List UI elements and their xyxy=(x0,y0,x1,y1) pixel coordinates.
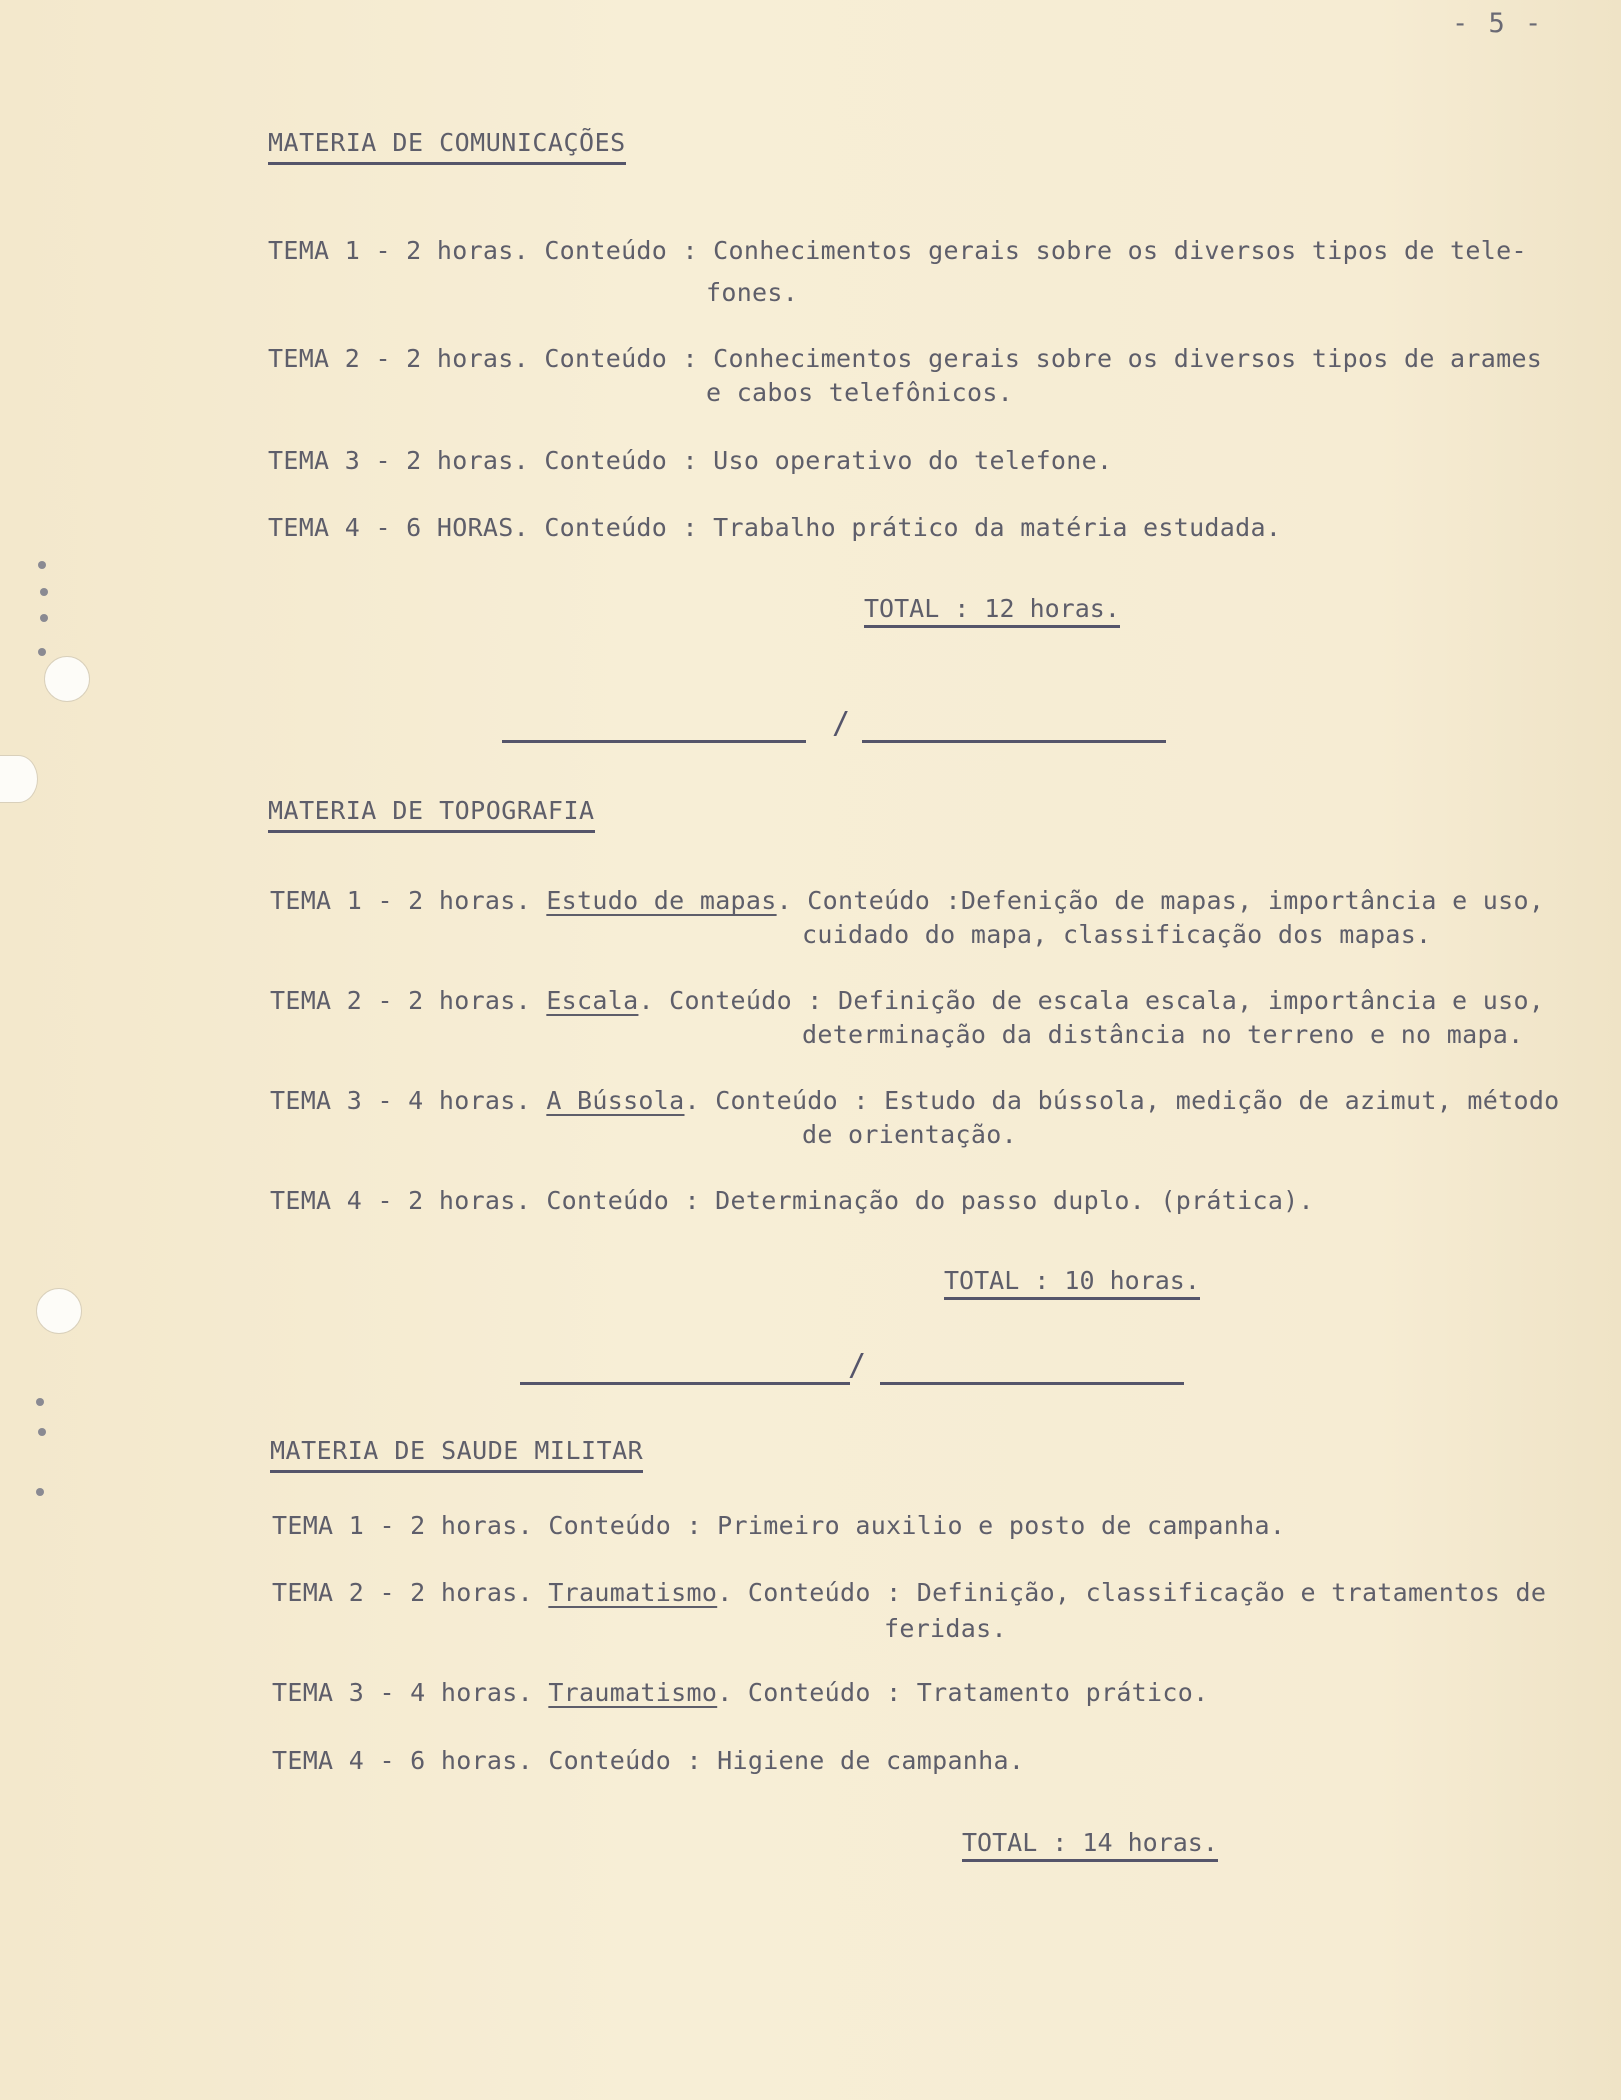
tema-continuation: de orientação. xyxy=(802,1120,1017,1149)
tema-line: TEMA 1 - 2 horas. Conteúdo : Conhecimentos gerais sobre os diversos tipos de tele- xyxy=(268,236,1527,265)
tema-prefix: TEMA 3 - 4 horas. xyxy=(270,1086,547,1115)
tema-line: TEMA 4 - 2 horas. Conteúdo : Determinação do passo duplo. (prática). xyxy=(270,1186,1314,1215)
tema-content: . Conteúdo : Definição de escala escala, importância e uso, xyxy=(638,986,1545,1015)
tema-line xyxy=(272,1678,1208,1707)
separator-line xyxy=(502,740,806,743)
separator-slash: / xyxy=(848,1348,867,1383)
separator-slash: / xyxy=(832,706,851,741)
tema-line: TEMA 3 - 2 horas. Conteúdo : Uso operativo do telefone. xyxy=(268,446,1113,475)
separator-line xyxy=(520,1382,850,1385)
section-title-comunicacoes: MATERIA DE COMUNICAÇÕES xyxy=(268,128,626,165)
tema-continuation: cuidado do mapa, classificação dos mapas. xyxy=(802,920,1432,949)
section-total: TOTAL : 10 horas. xyxy=(944,1266,1200,1300)
page-number: - 5 - xyxy=(1452,8,1544,39)
tema-content: . Conteúdo :Defenição de mapas, importância e uso, xyxy=(776,886,1545,915)
section-total: TOTAL : 14 horas. xyxy=(962,1828,1218,1862)
tema-line: TEMA 4 - 6 horas. Conteúdo : Higiene de campanha. xyxy=(272,1746,1025,1775)
section-title-saude-militar: MATERIA DE SAUDE MILITAR xyxy=(270,1436,643,1473)
tema-line: TEMA 1 - 2 horas. Conteúdo : Primeiro auxilio e posto de campanha. xyxy=(272,1511,1286,1540)
tema-topic: Traumatismo xyxy=(548,1678,718,1707)
tema-continuation: determinação da distância no terreno e no mapa. xyxy=(802,1020,1524,1049)
binder-mark xyxy=(38,648,46,656)
tema-line xyxy=(272,1578,1546,1607)
tema-topic: Estudo de mapas xyxy=(546,886,777,915)
tema-topic: A Bússola xyxy=(546,1086,685,1115)
tema-prefix: TEMA 1 - 2 horas. xyxy=(270,886,547,915)
binder-mark xyxy=(40,614,48,622)
tema-line: TEMA 4 - 6 HORAS. Conteúdo : Trabalho prático da matéria estudada. xyxy=(268,513,1282,542)
tema-content: . Conteúdo : Tratamento prático. xyxy=(717,1678,1209,1707)
tema-continuation: fones. xyxy=(706,278,799,307)
punch-hole xyxy=(0,755,38,803)
binder-mark xyxy=(38,561,46,569)
tema-line xyxy=(270,986,1544,1015)
tema-prefix: TEMA 3 - 4 horas. xyxy=(272,1678,549,1707)
tema-line xyxy=(270,886,1544,915)
punch-hole xyxy=(44,656,90,702)
binder-mark xyxy=(36,1398,44,1406)
separator-line xyxy=(880,1382,1184,1385)
binder-mark xyxy=(36,1488,44,1496)
punch-hole xyxy=(36,1288,82,1334)
section-title-topografia: MATERIA DE TOPOGRAFIA xyxy=(268,796,595,833)
binder-mark xyxy=(40,588,48,596)
tema-content: . Conteúdo : Estudo da bússola, medição de azimut, método xyxy=(684,1086,1560,1115)
binder-mark xyxy=(38,1428,46,1436)
tema-prefix: TEMA 2 - 2 horas. xyxy=(270,986,547,1015)
tema-line: TEMA 2 - 2 horas. Conteúdo : Conhecimentos gerais sobre os diversos tipos de arames xyxy=(268,344,1543,373)
section-total: TOTAL : 12 horas. xyxy=(864,594,1120,628)
tema-continuation: e cabos telefônicos. xyxy=(706,378,1014,407)
tema-content: . Conteúdo : Definição, classificação e tratamentos de xyxy=(717,1578,1547,1607)
tema-continuation: feridas. xyxy=(884,1614,1007,1643)
tema-topic: Escala xyxy=(546,986,639,1015)
tema-topic: Traumatismo xyxy=(548,1578,718,1607)
tema-line xyxy=(270,1086,1560,1115)
separator-line xyxy=(862,740,1166,743)
tema-prefix: TEMA 2 - 2 horas. xyxy=(272,1578,549,1607)
